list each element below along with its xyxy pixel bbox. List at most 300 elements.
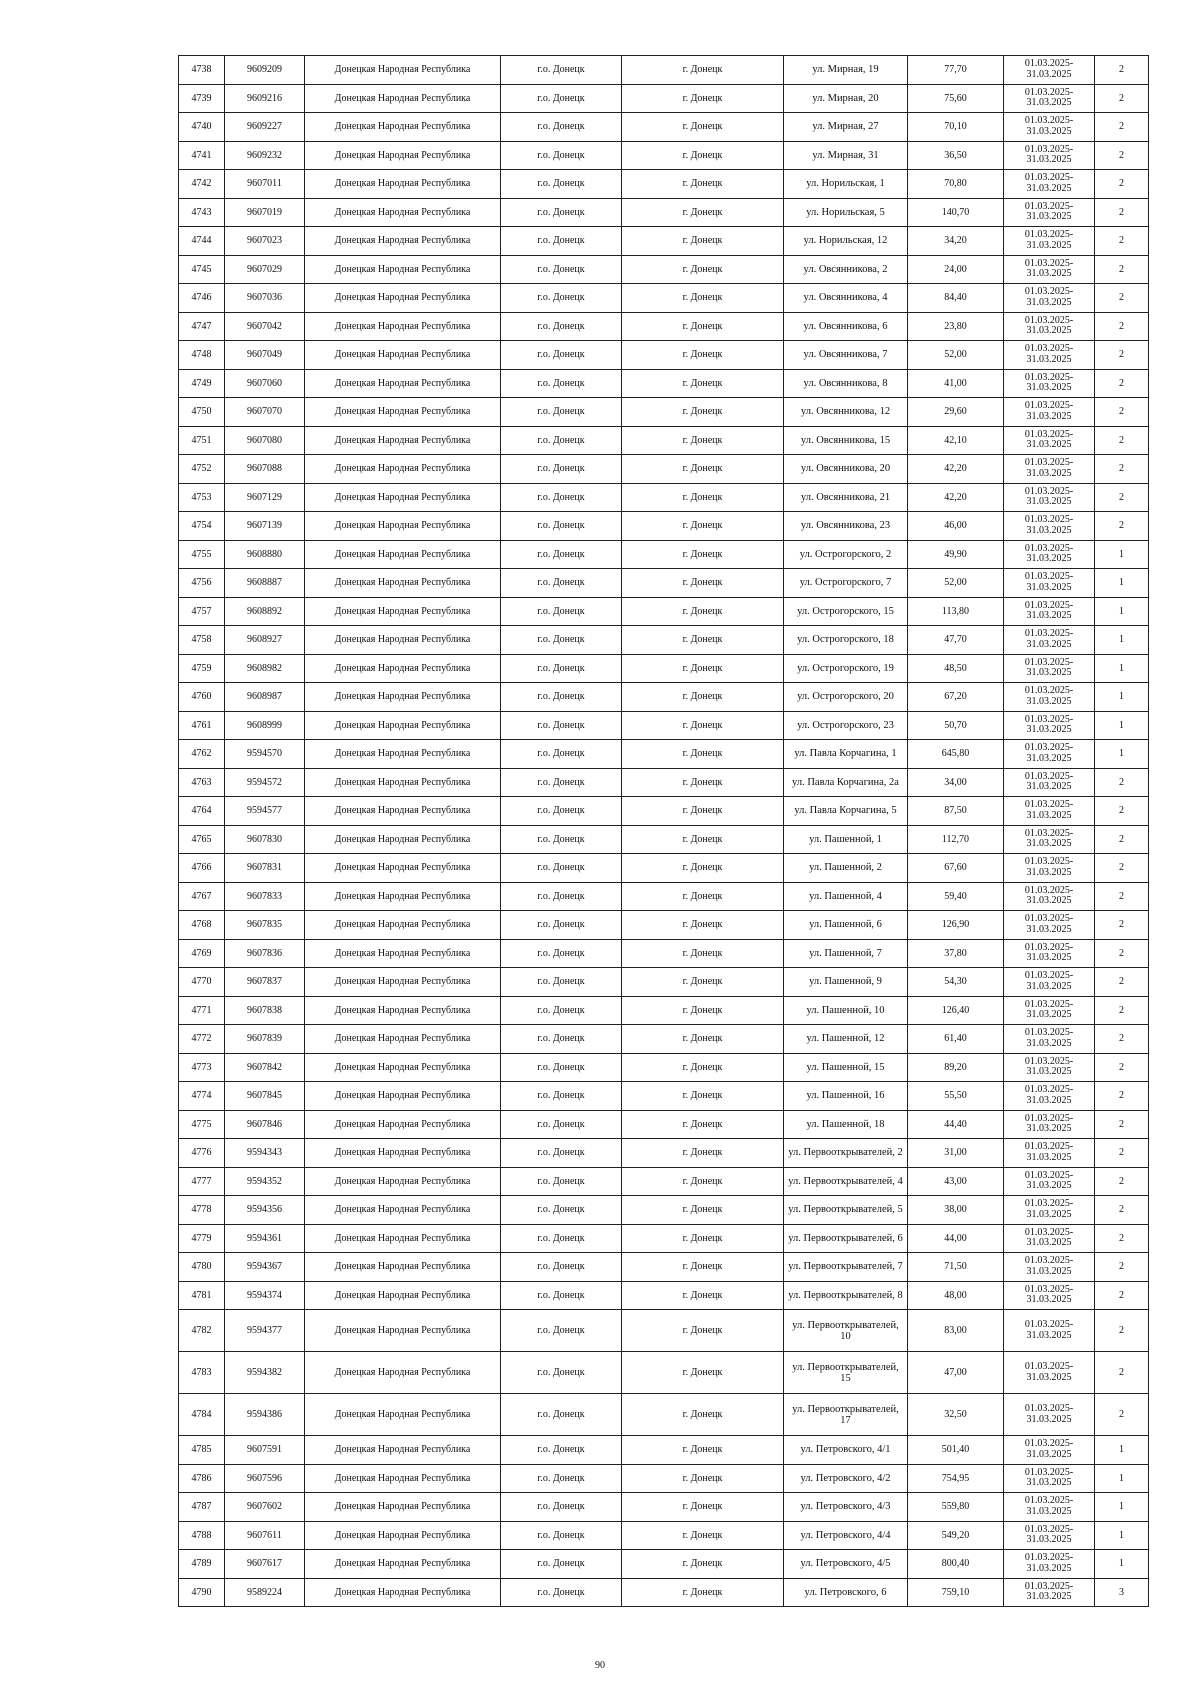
district-cell: г.о. Донецк xyxy=(501,854,622,883)
address-cell: ул. Первооткрывателей, 7 xyxy=(784,1253,908,1282)
period-cell xyxy=(1004,84,1095,113)
area-cell: 140,70 xyxy=(908,198,1004,227)
address-cell: ул. Пашенной, 15 xyxy=(784,1053,908,1082)
table-row xyxy=(179,683,1149,712)
region-cell: Донецкая Народная Республика xyxy=(305,1394,501,1436)
period-start: 01.03.2025- xyxy=(1024,1403,1074,1414)
address-cell: ул. Петровского, 4/1 xyxy=(784,1436,908,1465)
period-cell xyxy=(1004,56,1095,85)
area-cell: 549,20 xyxy=(908,1521,1004,1550)
category-cell: 2 xyxy=(1095,113,1149,142)
address-cell: ул. Овсянникова, 7 xyxy=(784,341,908,370)
period-end: 31.03.2025 xyxy=(1026,524,1072,536)
table-row xyxy=(179,882,1149,911)
region-cell: Донецкая Народная Республика xyxy=(305,968,501,997)
city-cell: г. Донецк xyxy=(622,569,784,598)
area-cell: 83,00 xyxy=(908,1310,1004,1352)
city-cell: г. Донецк xyxy=(622,1224,784,1253)
property-table xyxy=(178,55,1149,1607)
district-cell: г.о. Донецк xyxy=(501,426,622,455)
district-cell: г.о. Донецк xyxy=(501,341,622,370)
table-row xyxy=(179,1082,1149,1111)
area-cell: 37,80 xyxy=(908,939,1004,968)
city-cell: г. Донецк xyxy=(622,1253,784,1282)
region-cell: Донецкая Народная Республика xyxy=(305,768,501,797)
category-cell: 2 xyxy=(1095,1082,1149,1111)
category-cell: 2 xyxy=(1095,797,1149,826)
row-number-cell: 4774 xyxy=(179,1082,225,1111)
area-cell: 67,20 xyxy=(908,683,1004,712)
period-cell xyxy=(1004,1082,1095,1111)
address-cell: ул. Петровского, 4/3 xyxy=(784,1493,908,1522)
table-row xyxy=(179,1436,1149,1465)
period-end: 31.03.2025 xyxy=(1026,1562,1072,1574)
period-end: 31.03.2025 xyxy=(1026,1066,1072,1078)
table-row xyxy=(179,170,1149,199)
area-cell: 52,00 xyxy=(908,569,1004,598)
period-end: 31.03.2025 xyxy=(1026,1413,1072,1425)
period-end: 31.03.2025 xyxy=(1026,1265,1072,1277)
period-start: 01.03.2025- xyxy=(1024,286,1074,298)
row-number-cell: 4772 xyxy=(179,1025,225,1054)
area-cell: 38,00 xyxy=(908,1196,1004,1225)
address-cell: ул. Петровского, 4/4 xyxy=(784,1521,908,1550)
region-cell: Донецкая Народная Республика xyxy=(305,654,501,683)
address-cell: ул. Павла Корчагина, 2а xyxy=(784,768,908,797)
region-cell: Донецкая Народная Республика xyxy=(305,341,501,370)
address-cell: ул. Мирная, 20 xyxy=(784,84,908,113)
period-cell xyxy=(1004,227,1095,256)
area-cell: 501,40 xyxy=(908,1436,1004,1465)
district-cell: г.о. Донецк xyxy=(501,1394,622,1436)
region-cell: Донецкая Народная Республика xyxy=(305,996,501,1025)
area-cell: 113,80 xyxy=(908,597,1004,626)
area-cell: 70,80 xyxy=(908,170,1004,199)
period-start: 01.03.2025- xyxy=(1024,457,1074,469)
document-table-container xyxy=(178,55,1148,1607)
object-code-cell: 9607837 xyxy=(225,968,305,997)
table-row xyxy=(179,113,1149,142)
city-cell: г. Донецк xyxy=(622,797,784,826)
table-row xyxy=(179,312,1149,341)
area-cell: 559,80 xyxy=(908,1493,1004,1522)
object-code-cell: 9594367 xyxy=(225,1253,305,1282)
table-row xyxy=(179,141,1149,170)
area-cell: 29,60 xyxy=(908,398,1004,427)
period-start: 01.03.2025- xyxy=(1024,58,1074,70)
period-cell xyxy=(1004,1578,1095,1607)
period-end: 31.03.2025 xyxy=(1026,980,1072,992)
area-cell: 34,00 xyxy=(908,768,1004,797)
district-cell: г.о. Донецк xyxy=(501,1436,622,1465)
period-end: 31.03.2025 xyxy=(1026,610,1072,622)
table-row xyxy=(179,255,1149,284)
object-code-cell: 9609216 xyxy=(225,84,305,113)
category-cell: 1 xyxy=(1095,740,1149,769)
period-start: 01.03.2025- xyxy=(1024,1027,1074,1039)
table-row xyxy=(179,1550,1149,1579)
period-start: 01.03.2025- xyxy=(1024,1580,1074,1592)
city-cell: г. Донецк xyxy=(622,398,784,427)
object-code-cell: 9594386 xyxy=(225,1394,305,1436)
period-end: 31.03.2025 xyxy=(1026,239,1072,251)
district-cell: г.о. Донецк xyxy=(501,1521,622,1550)
object-code-cell: 9607845 xyxy=(225,1082,305,1111)
area-cell: 77,70 xyxy=(908,56,1004,85)
table-row xyxy=(179,483,1149,512)
area-cell: 71,50 xyxy=(908,1253,1004,1282)
region-cell: Донецкая Народная Республика xyxy=(305,113,501,142)
row-number-cell: 4745 xyxy=(179,255,225,284)
period-start: 01.03.2025- xyxy=(1024,1283,1074,1295)
category-cell: 2 xyxy=(1095,1110,1149,1139)
period-end: 31.03.2025 xyxy=(1026,1294,1072,1306)
category-cell: 2 xyxy=(1095,312,1149,341)
category-cell: 2 xyxy=(1095,341,1149,370)
row-number-cell: 4740 xyxy=(179,113,225,142)
row-number-cell: 4742 xyxy=(179,170,225,199)
district-cell: г.о. Донецк xyxy=(501,1578,622,1607)
period-cell xyxy=(1004,141,1095,170)
object-code-cell: 9609227 xyxy=(225,113,305,142)
city-cell: г. Донецк xyxy=(622,911,784,940)
table-row xyxy=(179,1053,1149,1082)
district-cell: г.о. Донецк xyxy=(501,1550,622,1579)
region-cell: Донецкая Народная Республика xyxy=(305,1253,501,1282)
address-cell: ул. Овсянникова, 20 xyxy=(784,455,908,484)
area-cell: 59,40 xyxy=(908,882,1004,911)
address-cell: ул. Пашенной, 16 xyxy=(784,1082,908,1111)
period-start: 01.03.2025- xyxy=(1024,656,1074,668)
row-number-cell: 4763 xyxy=(179,768,225,797)
region-cell: Донецкая Народная Республика xyxy=(305,56,501,85)
object-code-cell: 9607833 xyxy=(225,882,305,911)
area-cell: 54,30 xyxy=(908,968,1004,997)
table-row xyxy=(179,398,1149,427)
address-cell: ул. Пашенной, 18 xyxy=(784,1110,908,1139)
period-cell xyxy=(1004,968,1095,997)
region-cell: Донецкая Народная Республика xyxy=(305,198,501,227)
row-number-cell: 4757 xyxy=(179,597,225,626)
table-row xyxy=(179,1224,1149,1253)
period-start: 01.03.2025- xyxy=(1024,1084,1074,1096)
period-start: 01.03.2025- xyxy=(1024,628,1074,640)
area-cell: 42,20 xyxy=(908,455,1004,484)
table-row xyxy=(179,768,1149,797)
period-end: 31.03.2025 xyxy=(1026,268,1072,280)
object-code-cell: 9607835 xyxy=(225,911,305,940)
object-code-cell: 9609232 xyxy=(225,141,305,170)
object-code-cell: 9607011 xyxy=(225,170,305,199)
district-cell: г.о. Донецк xyxy=(501,540,622,569)
district-cell: г.о. Донецк xyxy=(501,455,622,484)
object-code-cell: 9608987 xyxy=(225,683,305,712)
area-cell: 126,90 xyxy=(908,911,1004,940)
period-start: 01.03.2025- xyxy=(1024,1198,1074,1210)
address-cell: ул. Павла Корчагина, 1 xyxy=(784,740,908,769)
category-cell: 2 xyxy=(1095,1167,1149,1196)
category-cell: 2 xyxy=(1095,227,1149,256)
row-number-cell: 4768 xyxy=(179,911,225,940)
row-number-cell: 4778 xyxy=(179,1196,225,1225)
table-row xyxy=(179,1578,1149,1607)
row-number-cell: 4761 xyxy=(179,711,225,740)
period-end: 31.03.2025 xyxy=(1026,211,1072,223)
city-cell: г. Донецк xyxy=(622,369,784,398)
object-code-cell: 9594352 xyxy=(225,1167,305,1196)
period-end: 31.03.2025 xyxy=(1026,125,1072,137)
region-cell: Донецкая Народная Республика xyxy=(305,882,501,911)
category-cell: 1 xyxy=(1095,1493,1149,1522)
period-end: 31.03.2025 xyxy=(1026,1180,1072,1192)
category-cell: 2 xyxy=(1095,996,1149,1025)
category-cell: 2 xyxy=(1095,968,1149,997)
object-code-cell: 9607070 xyxy=(225,398,305,427)
region-cell: Донецкая Народная Республика xyxy=(305,626,501,655)
district-cell: г.о. Донецк xyxy=(501,84,622,113)
district-cell: г.о. Донецк xyxy=(501,312,622,341)
object-code-cell: 9594572 xyxy=(225,768,305,797)
region-cell: Донецкая Народная Республика xyxy=(305,540,501,569)
period-cell xyxy=(1004,1394,1095,1436)
table-row xyxy=(179,369,1149,398)
city-cell: г. Донецк xyxy=(622,939,784,968)
object-code-cell: 9608927 xyxy=(225,626,305,655)
table-row xyxy=(179,1253,1149,1282)
table-row xyxy=(179,1139,1149,1168)
period-cell xyxy=(1004,939,1095,968)
district-cell: г.о. Донецк xyxy=(501,597,622,626)
row-number-cell: 4779 xyxy=(179,1224,225,1253)
area-cell: 36,50 xyxy=(908,141,1004,170)
region-cell: Донецкая Народная Республика xyxy=(305,512,501,541)
period-cell xyxy=(1004,996,1095,1025)
row-number-cell: 4787 xyxy=(179,1493,225,1522)
object-code-cell: 9607042 xyxy=(225,312,305,341)
period-start: 01.03.2025- xyxy=(1024,1438,1074,1450)
category-cell: 2 xyxy=(1095,198,1149,227)
period-cell xyxy=(1004,882,1095,911)
row-number-cell: 4760 xyxy=(179,683,225,712)
period-cell xyxy=(1004,768,1095,797)
area-cell: 754,95 xyxy=(908,1464,1004,1493)
period-cell xyxy=(1004,1110,1095,1139)
area-cell: 42,20 xyxy=(908,483,1004,512)
district-cell: г.о. Донецк xyxy=(501,1110,622,1139)
category-cell: 1 xyxy=(1095,1521,1149,1550)
table-row xyxy=(179,597,1149,626)
table-row xyxy=(179,540,1149,569)
object-code-cell: 9589224 xyxy=(225,1578,305,1607)
object-code-cell: 9607842 xyxy=(225,1053,305,1082)
address-cell: ул. Первооткрывателей, 17 xyxy=(784,1394,908,1436)
city-cell: г. Донецк xyxy=(622,740,784,769)
district-cell: г.о. Донецк xyxy=(501,284,622,313)
category-cell: 2 xyxy=(1095,1053,1149,1082)
category-cell: 1 xyxy=(1095,711,1149,740)
period-start: 01.03.2025- xyxy=(1024,1319,1074,1330)
region-cell: Донецкая Народная Республика xyxy=(305,1167,501,1196)
district-cell: г.о. Донецк xyxy=(501,996,622,1025)
period-cell xyxy=(1004,597,1095,626)
region-cell: Донецкая Народная Республика xyxy=(305,141,501,170)
address-cell: ул. Овсянникова, 6 xyxy=(784,312,908,341)
period-cell xyxy=(1004,540,1095,569)
area-cell: 44,40 xyxy=(908,1110,1004,1139)
period-start: 01.03.2025- xyxy=(1024,1169,1074,1181)
object-code-cell: 9607139 xyxy=(225,512,305,541)
category-cell: 2 xyxy=(1095,84,1149,113)
row-number-cell: 4789 xyxy=(179,1550,225,1579)
district-cell: г.о. Донецк xyxy=(501,1139,622,1168)
object-code-cell: 9607591 xyxy=(225,1436,305,1465)
table-row xyxy=(179,825,1149,854)
period-start: 01.03.2025- xyxy=(1024,913,1074,925)
city-cell: г. Донецк xyxy=(622,1493,784,1522)
row-number-cell: 4784 xyxy=(179,1394,225,1436)
region-cell: Донецкая Народная Республика xyxy=(305,1082,501,1111)
city-cell: г. Донецк xyxy=(622,113,784,142)
period-end: 31.03.2025 xyxy=(1026,1009,1072,1021)
period-cell xyxy=(1004,284,1095,313)
region-cell: Донецкая Народная Республика xyxy=(305,1110,501,1139)
address-cell: ул. Овсянникова, 4 xyxy=(784,284,908,313)
table-row xyxy=(179,284,1149,313)
category-cell: 2 xyxy=(1095,512,1149,541)
city-cell: г. Донецк xyxy=(622,540,784,569)
table-row xyxy=(179,1110,1149,1139)
area-cell: 112,70 xyxy=(908,825,1004,854)
region-cell: Донецкая Народная Республика xyxy=(305,455,501,484)
area-cell: 43,00 xyxy=(908,1167,1004,1196)
region-cell: Донецкая Народная Республика xyxy=(305,797,501,826)
table-row xyxy=(179,854,1149,883)
period-start: 01.03.2025- xyxy=(1024,856,1074,868)
category-cell: 1 xyxy=(1095,1550,1149,1579)
period-start: 01.03.2025- xyxy=(1024,1055,1074,1067)
period-end: 31.03.2025 xyxy=(1026,439,1072,451)
address-cell: ул. Овсянникова, 8 xyxy=(784,369,908,398)
region-cell: Донецкая Народная Республика xyxy=(305,1224,501,1253)
period-end: 31.03.2025 xyxy=(1026,467,1072,479)
row-number-cell: 4777 xyxy=(179,1167,225,1196)
period-cell xyxy=(1004,341,1095,370)
category-cell: 2 xyxy=(1095,825,1149,854)
district-cell: г.о. Донецк xyxy=(501,227,622,256)
district-cell: г.о. Донецк xyxy=(501,939,622,968)
table-row xyxy=(179,1394,1149,1436)
city-cell: г. Донецк xyxy=(622,711,784,740)
object-code-cell: 9607060 xyxy=(225,369,305,398)
table-body xyxy=(179,56,1149,1607)
period-cell xyxy=(1004,369,1095,398)
object-code-cell: 9607617 xyxy=(225,1550,305,1579)
period-start: 01.03.2025- xyxy=(1024,1466,1074,1478)
period-start: 01.03.2025- xyxy=(1024,428,1074,440)
row-number-cell: 4766 xyxy=(179,854,225,883)
object-code-cell: 9608982 xyxy=(225,654,305,683)
period-cell xyxy=(1004,1167,1095,1196)
row-number-cell: 4754 xyxy=(179,512,225,541)
category-cell: 2 xyxy=(1095,455,1149,484)
district-cell: г.о. Донецк xyxy=(501,483,622,512)
city-cell: г. Донецк xyxy=(622,1352,784,1394)
period-end: 31.03.2025 xyxy=(1026,1534,1072,1546)
period-end: 31.03.2025 xyxy=(1026,553,1072,565)
area-cell: 49,90 xyxy=(908,540,1004,569)
city-cell: г. Донецк xyxy=(622,56,784,85)
period-end: 31.03.2025 xyxy=(1026,1477,1072,1489)
district-cell: г.о. Донецк xyxy=(501,141,622,170)
district-cell: г.о. Донецк xyxy=(501,113,622,142)
period-cell xyxy=(1004,1139,1095,1168)
period-end: 31.03.2025 xyxy=(1026,1037,1072,1049)
table-row xyxy=(179,341,1149,370)
table-row xyxy=(179,996,1149,1025)
period-cell xyxy=(1004,1196,1095,1225)
period-end: 31.03.2025 xyxy=(1026,667,1072,679)
category-cell: 2 xyxy=(1095,1394,1149,1436)
period-start: 01.03.2025- xyxy=(1024,1226,1074,1238)
period-start: 01.03.2025- xyxy=(1024,599,1074,611)
address-cell: ул. Пашенной, 12 xyxy=(784,1025,908,1054)
period-end: 31.03.2025 xyxy=(1026,1237,1072,1249)
row-number-cell: 4746 xyxy=(179,284,225,313)
area-cell: 42,10 xyxy=(908,426,1004,455)
address-cell: ул. Первооткрывателей, 10 xyxy=(784,1310,908,1352)
row-number-cell: 4782 xyxy=(179,1310,225,1352)
district-cell: г.о. Донецк xyxy=(501,1196,622,1225)
object-code-cell: 9594374 xyxy=(225,1281,305,1310)
table-row xyxy=(179,1464,1149,1493)
period-cell xyxy=(1004,312,1095,341)
category-cell: 2 xyxy=(1095,56,1149,85)
period-cell xyxy=(1004,1521,1095,1550)
area-cell: 31,00 xyxy=(908,1139,1004,1168)
object-code-cell: 9594377 xyxy=(225,1310,305,1352)
category-cell: 2 xyxy=(1095,1352,1149,1394)
category-cell: 2 xyxy=(1095,483,1149,512)
region-cell: Донецкая Народная Республика xyxy=(305,369,501,398)
region-cell: Донецкая Народная Республика xyxy=(305,1493,501,1522)
period-end: 31.03.2025 xyxy=(1026,182,1072,194)
region-cell: Донецкая Народная Республика xyxy=(305,426,501,455)
object-code-cell: 9607129 xyxy=(225,483,305,512)
object-code-cell: 9594570 xyxy=(225,740,305,769)
period-end: 31.03.2025 xyxy=(1026,1591,1072,1603)
area-cell: 126,40 xyxy=(908,996,1004,1025)
region-cell: Донецкая Народная Республика xyxy=(305,1436,501,1465)
period-cell xyxy=(1004,683,1095,712)
city-cell: г. Донецк xyxy=(622,170,784,199)
period-cell xyxy=(1004,711,1095,740)
row-number-cell: 4743 xyxy=(179,198,225,227)
region-cell: Донецкая Народная Республика xyxy=(305,854,501,883)
city-cell: г. Донецк xyxy=(622,1394,784,1436)
address-cell: ул. Норильская, 1 xyxy=(784,170,908,199)
category-cell: 2 xyxy=(1095,882,1149,911)
period-start: 01.03.2025- xyxy=(1024,172,1074,184)
category-cell: 2 xyxy=(1095,1196,1149,1225)
district-cell: г.о. Донецк xyxy=(501,569,622,598)
period-end: 31.03.2025 xyxy=(1026,1094,1072,1106)
row-number-cell: 4780 xyxy=(179,1253,225,1282)
category-cell: 1 xyxy=(1095,569,1149,598)
region-cell: Донецкая Народная Республика xyxy=(305,312,501,341)
category-cell: 2 xyxy=(1095,1025,1149,1054)
city-cell: г. Донецк xyxy=(622,1082,784,1111)
row-number-cell: 4762 xyxy=(179,740,225,769)
